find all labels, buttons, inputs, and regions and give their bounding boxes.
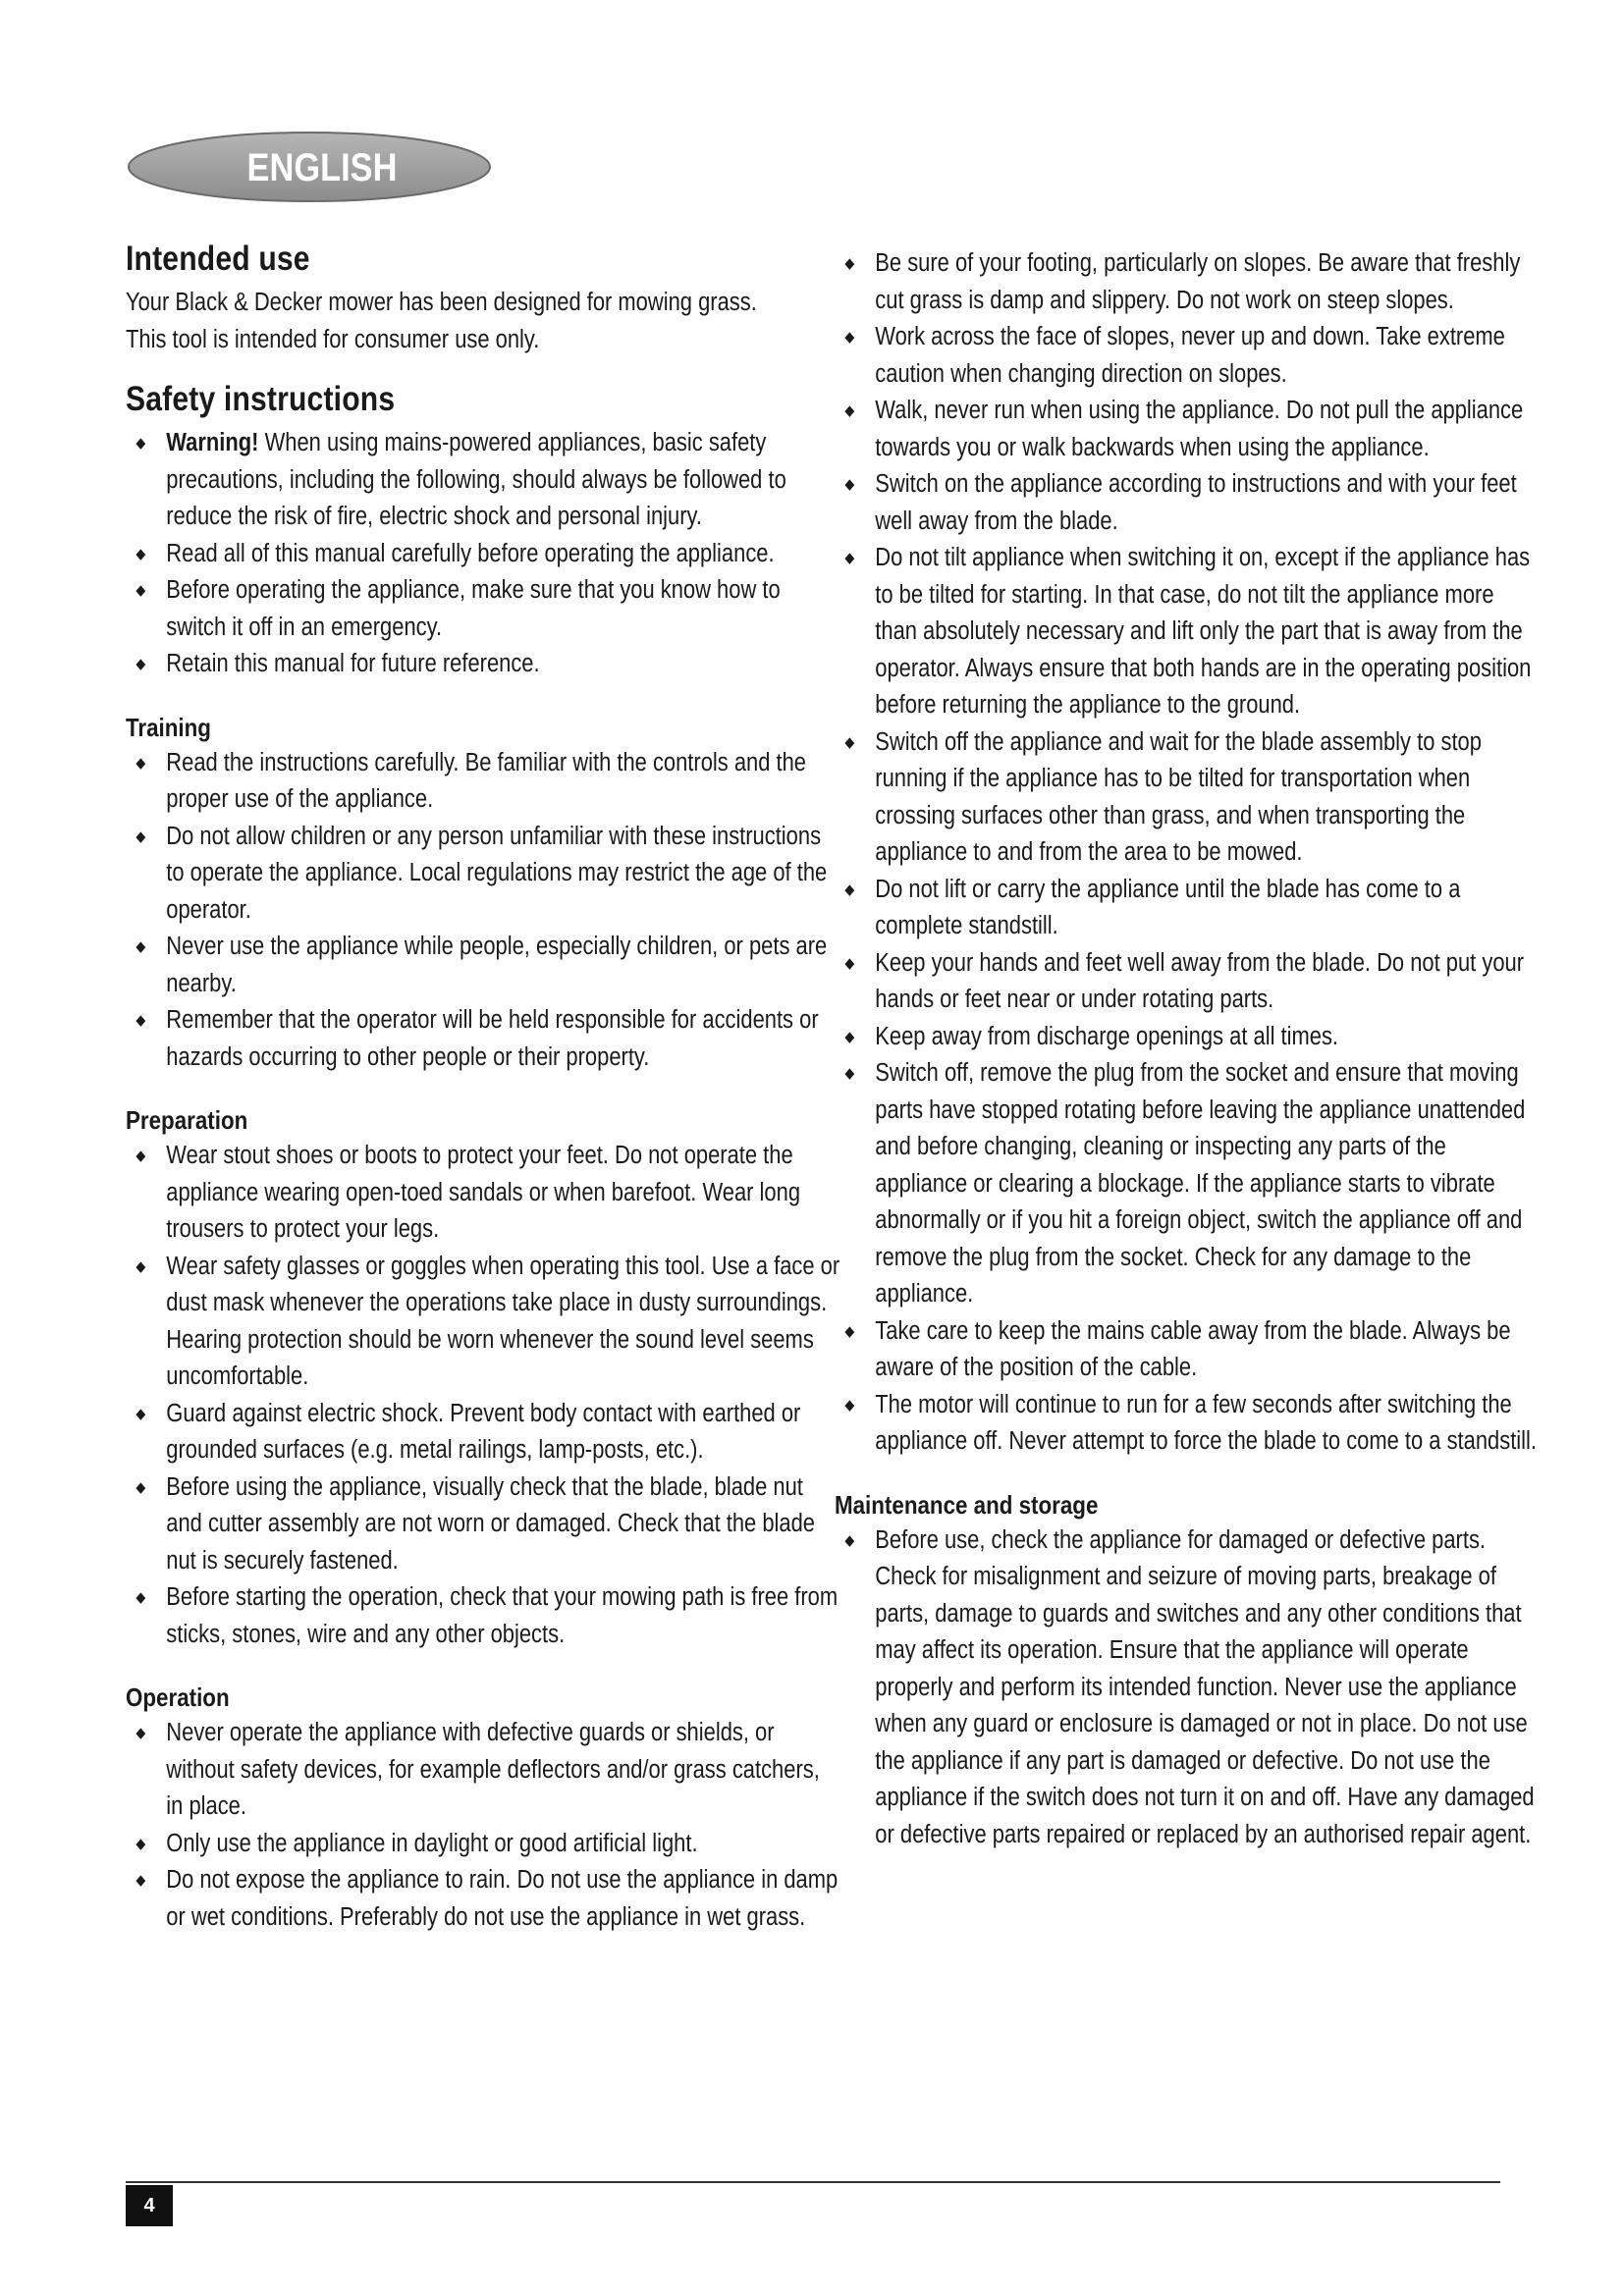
list-item	[835, 1055, 1542, 1313]
bullet-icon: ◆	[135, 1725, 146, 1741]
operation-list	[126, 1715, 839, 1936]
list-item-text: Wear safety glasses or goggles when operating this tool. Use a face or dust mask whenever the operations take place in dusty surroundings. Hearing protection should be worn whenever the sound level seems uncomfortable.	[166, 1252, 840, 1390]
bullet-icon: ◆	[135, 1405, 146, 1422]
bullet-icon: ◆	[844, 550, 855, 566]
footer-rule	[126, 2181, 1500, 2183]
list-item-text: Before operating the appliance, make sure that you know how to switch it off in an emergency.	[166, 576, 781, 641]
bullet-icon: ◆	[135, 828, 146, 845]
bullet-icon: ◆	[135, 1257, 146, 1275]
list-item	[835, 1313, 1542, 1387]
maintenance-section	[835, 1489, 1535, 1854]
bullet-icon: ◆	[844, 329, 855, 346]
list-item	[126, 572, 842, 646]
bullet-icon: ◆	[844, 733, 855, 751]
list-item-text: Only use the appliance in daylight or good artificial light.	[166, 1829, 698, 1857]
left-column	[126, 240, 840, 1936]
list-item	[126, 1579, 842, 1653]
list-item	[126, 1002, 842, 1076]
list-item	[126, 425, 842, 536]
bullet-icon: ◆	[135, 1835, 146, 1852]
bullet-icon: ◆	[135, 545, 146, 562]
language-tab	[126, 130, 493, 204]
list-item-text: Do not expose the appliance to rain. Do not use the appliance in damp or wet conditions. Preferably do not use the appliance in wet grass.	[166, 1866, 839, 1931]
bullet-icon: ◆	[135, 1012, 146, 1029]
list-item	[835, 1522, 1542, 1854]
bullet-icon: ◆	[135, 1148, 146, 1164]
list-item-text: Switch on the appliance according to instructions and with your feet well away from the blade.	[875, 470, 1517, 535]
list-item-text: Be sure of your footing, particularly on slopes. Be aware that freshly cut grass is damp and slippery. Do not work on steep slopes.	[875, 249, 1521, 314]
list-item-text: Wear stout shoes or boots to protect your feet. Do not operate the appliance wearing open-toed sandals or when barefoot. Wear long trousers to protect your legs.	[166, 1142, 801, 1243]
list-item-text: Before starting the operation, check that your mowing path is free from sticks, stones, wire and any other objects.	[166, 1583, 839, 1648]
list-item-text: Keep away from discharge openings at all times.	[875, 1022, 1339, 1050]
list-item	[835, 945, 1542, 1019]
list-item	[126, 1249, 842, 1396]
preparation-heading: Preparation	[126, 1105, 248, 1135]
list-item	[835, 393, 1542, 466]
right-column	[835, 245, 1537, 1853]
bullet-icon: ◆	[844, 954, 855, 972]
bullet-icon: ◆	[135, 1478, 146, 1496]
list-item-text: Do not allow children or any person unfamiliar with these instructions to operate the appliance. Local regulations may restrict the age of the operator.	[166, 822, 828, 924]
list-item	[126, 1469, 842, 1580]
bullet-icon: ◆	[135, 938, 146, 955]
bullet-icon: ◆	[844, 255, 855, 272]
bullet-icon: ◆	[844, 1065, 855, 1082]
list-item	[126, 1826, 842, 1863]
bullet-icon: ◆	[135, 1589, 146, 1606]
list-item	[126, 1862, 842, 1936]
training-list	[126, 745, 828, 1077]
safety-list	[126, 425, 803, 683]
safety-heading: Safety instructions	[126, 380, 396, 418]
bullet-icon: ◆	[135, 1872, 146, 1889]
preparation-section	[126, 1105, 840, 1653]
bullet-icon: ◆	[135, 656, 146, 672]
list-item-text: Switch off, remove the plug from the socket and ensure that moving parts have stopped rotating before leaving the appliance unattended and before changing, cleaning or inspecting any parts of the appliance or clearing a blockage. If the appliance starts to vibrate abnormally or if you hit a foreign object, switch the appliance off and remove the plug from the socket. Check for any damage to the appliance.	[875, 1059, 1526, 1308]
maintenance-heading: Maintenance and storage	[835, 1489, 1099, 1520]
bullet-icon: ◆	[844, 402, 855, 419]
bullet-icon: ◆	[844, 476, 855, 493]
bullet-icon: ◆	[135, 754, 146, 772]
operation-section	[126, 1682, 839, 1936]
list-item-text: Retain this manual for future reference.	[166, 650, 540, 677]
list-item	[126, 1396, 842, 1469]
list-item	[126, 929, 842, 1002]
list-item	[835, 466, 1542, 540]
list-item	[835, 1387, 1542, 1461]
language-tab-shape	[126, 130, 493, 204]
warning-label: Warning!	[166, 429, 259, 456]
bullet-icon: ◆	[844, 1396, 855, 1414]
list-item	[835, 245, 1542, 319]
list-item	[126, 819, 842, 930]
list-item	[835, 1019, 1542, 1056]
bullet-icon: ◆	[844, 1322, 855, 1340]
language-label: ENGLISH	[246, 144, 398, 189]
list-item-text: Read all of this manual carefully before operating the appliance.	[166, 539, 775, 567]
list-item	[126, 536, 842, 573]
list-item-text: Read the instructions carefully. Be familiar with the controls and the proper use of the appliance.	[166, 748, 807, 813]
list-item-text: Walk, never run when using the appliance. Do not pull the appliance towards you or walk backwards when using the appliance.	[875, 397, 1524, 461]
page-number: 4	[126, 2185, 173, 2226]
list-item-text: Guard against electric shock. Prevent body contact with earthed or grounded surfaces (e.g. metal railings, lamp-posts, etc.).	[166, 1399, 801, 1464]
training-heading: Training	[126, 712, 211, 742]
intended-use-heading: Intended use	[126, 240, 310, 278]
list-item-text: Do not tilt appliance when switching it on, except if the appliance has to be tilted for starting. In that case, do not tilt the appliance more than absolutely necessary and lift only the part that is away from the operator. Always ensure that both hands are in the operating position before returning the appliance to the ground.	[875, 544, 1532, 719]
list-item-text: Before use, check the appliance for damaged or defective parts. Check for misalignment and seizure of moving parts, breakage of parts, damage to guards and switches and any other conditions that may affect its operation. Ensure that the appliance will operate properly and perform its intended function. Never use the appliance when any guard or enclosure is damaged or not in place. Do not use the appliance if any part is damaged or defective. Do not use the appliance if the switch does not turn it on and off. Have any damaged or defective parts repaired or replaced by an authorised repair agent.	[875, 1525, 1535, 1848]
list-item-text: Keep your hands and feet well away from the blade. Do not put your hands or feet near or under rotating parts.	[875, 948, 1525, 1013]
list-item	[126, 1715, 842, 1826]
list-item-text: When using mains-powered appliances, basic safety precautions, including the following, should always be followed to reduce the risk of fire, electric shock and personal injury.	[166, 429, 786, 530]
list-item	[126, 1138, 842, 1249]
list-item-text: Before using the appliance, visually check that the blade, blade nut and cutter assembly are not worn or damaged. Check that the blade nut is securely fastened.	[166, 1472, 816, 1575]
list-item	[126, 745, 842, 819]
maintenance-list	[835, 1522, 1535, 1854]
list-item-text: Never operate the appliance with defective guards or shields, or without safety devices, for example deflectors and/or grass catchers, in place.	[166, 1719, 820, 1820]
list-item-text: Switch off the appliance and wait for the blade assembly to stop running if the appliance has to be tilted for transportation when crossing surfaces other than grass, and when transporting the appliance to and from the area to be mowed.	[875, 727, 1482, 866]
list-item-text: Do not lift or carry the appliance until the blade has come to a complete standstill.	[875, 875, 1461, 939]
bullet-icon: ◆	[844, 881, 855, 898]
training-section	[126, 712, 828, 1077]
list-item-text: The motor will continue to run for a few seconds after switching the appliance off. Never attempt to force the blade to come to a standstill.	[875, 1390, 1537, 1455]
list-item-text: Take care to keep the mains cable away from the blade. Always be aware of the position of the cable.	[875, 1316, 1511, 1381]
list-item	[126, 646, 842, 683]
list-item-text: Never use the appliance while people, especially children, or pets are nearby.	[166, 933, 828, 997]
list-item	[835, 319, 1542, 393]
safety-section	[126, 380, 803, 683]
operation-heading: Operation	[126, 1682, 230, 1712]
operation-continued-list	[835, 245, 1537, 1461]
list-item	[835, 540, 1542, 724]
list-item-text: Work across the face of slopes, never up and down. Take extreme caution when changing direction on slopes.	[875, 323, 1505, 388]
intended-use-section	[126, 240, 803, 358]
intended-use-text: Your Black & Decker mower has been designed for mowing grass. This tool is intended for consumer use only.	[126, 289, 757, 353]
list-item-text: Remember that the operator will be held responsible for accidents or hazards occurring to other people or their property.	[166, 1006, 819, 1071]
bullet-icon: ◆	[844, 1531, 855, 1549]
list-item	[835, 872, 1542, 945]
bullet-icon: ◆	[844, 1028, 855, 1045]
bullet-icon: ◆	[135, 582, 146, 599]
preparation-list	[126, 1138, 840, 1653]
list-item	[835, 724, 1542, 872]
bullet-icon: ◆	[135, 435, 146, 452]
